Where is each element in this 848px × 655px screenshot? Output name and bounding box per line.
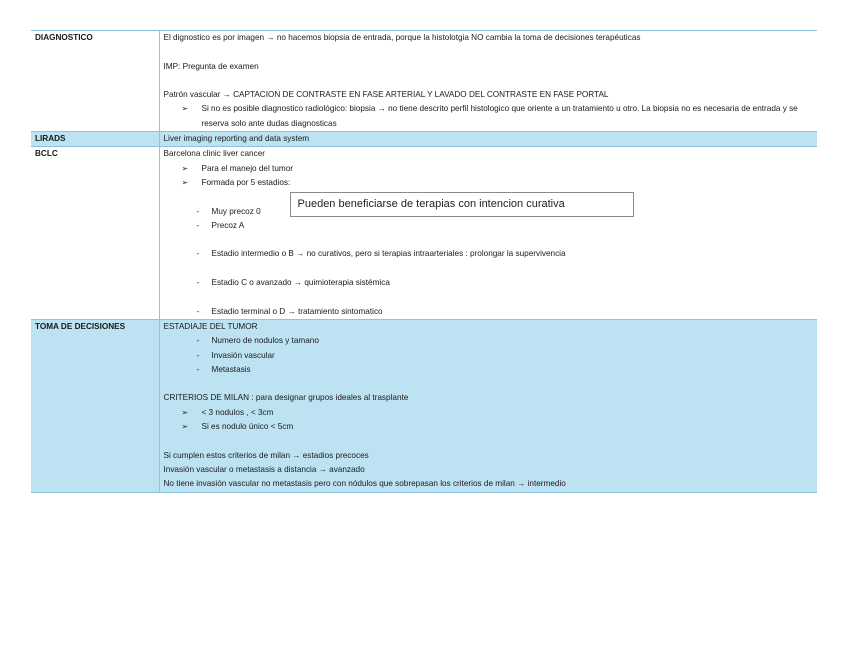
text-line: IMP: Pregunta de examen <box>163 61 259 71</box>
arrow-bullet-icon: ➢ <box>181 422 189 432</box>
text-line: Barcelona clinic liver cancer <box>163 149 265 159</box>
row-content <box>159 147 817 320</box>
table-row-lirads <box>31 132 817 147</box>
bullet-item: ➢ Para el manejo del tumor <box>164 162 814 176</box>
text-line: No tiene invasión vascular no metastasis pero con nódulos que sobrepasan los criterios de milan → intermedio <box>163 479 566 489</box>
text-line: Si cumplen estos criterios de milan → estadios precoces <box>163 450 369 460</box>
row-content <box>159 319 817 492</box>
arrow-bullet-icon: ➢ <box>181 163 189 173</box>
text-line: Patrón vascular → CAPTACION DE CONTRASTE EN FASE ARTERIAL Y LAVADO DEL CONTRASTE EN FASE PORTAL <box>163 90 609 100</box>
text-line: CRITERIOS DE MILAN : para designar grupos ideales al trasplante <box>163 393 409 403</box>
text-line: El dignostico es por imagen → no hacemos biopsia de entrada, porque la histolotgia NO cambia la toma de decisiones terapéuticas <box>163 33 641 42</box>
dash-item: - Estadio C o avanzado → quimioterapia sistémica <box>196 278 390 288</box>
bullet-item: ➢ < 3 nodulos , < 3cm <box>164 406 814 420</box>
row-label: BCLC <box>35 149 58 159</box>
dash-item: - Precoz A <box>196 220 245 230</box>
row-label: DIAGNOSTICO <box>35 33 93 42</box>
dash-item: - Estadio intermedio o B → no curativos, pero si terapias intraarteriales : prolongar la supervivencia <box>196 249 566 259</box>
dash-item: - Estadio terminal o D → tratamiento sintomatico <box>196 306 383 316</box>
row-label: LIRADS <box>31 132 159 147</box>
arrow-bullet-icon: ➢ <box>181 407 189 417</box>
bullet-item: ➢ Formada por 5 estadios: <box>164 176 814 190</box>
bullet-item: ➢ Si no es posible diagnostico radiológico: biopsia → no tiene descrito perfil histologico que oriente a un tratamiento u otro. La biopsia no es necesaria de entrada y se reserva solo ante dudas diagnosticas <box>181 104 798 128</box>
row-label: TOMA DE DECISIONES <box>31 319 159 492</box>
dash-item: - Numero de nodulos y tamano <box>196 336 319 346</box>
table-row-diagnostico <box>31 31 817 132</box>
dash-item: - Muy precoz 0 Pueden beneficiarse de terapias con intencion curativa <box>164 205 814 219</box>
callout-box: Pueden beneficiarse de terapias con intencion curativa <box>290 192 634 217</box>
table-row-bclc <box>31 147 817 320</box>
bullet-item: ➢ Si es nodulo único < 5cm <box>164 420 814 434</box>
arrow-bullet-icon: ➢ <box>181 104 189 114</box>
row-content <box>159 132 817 147</box>
table-row-toma-de-decisiones <box>31 319 817 492</box>
text-line: Invasión vascular o metastasis a distancia → avanzado <box>163 464 365 474</box>
arrow-bullet-icon: ➢ <box>181 177 189 187</box>
row-content <box>159 31 817 132</box>
dash-item: - Metastasis <box>196 364 251 374</box>
text-line: ESTADIAJE DEL TUMOR <box>163 321 258 331</box>
dash-item: - Invasión vascular <box>196 350 275 360</box>
text-line: Liver imaging reporting and data system <box>163 134 310 144</box>
notes-table <box>31 30 817 493</box>
